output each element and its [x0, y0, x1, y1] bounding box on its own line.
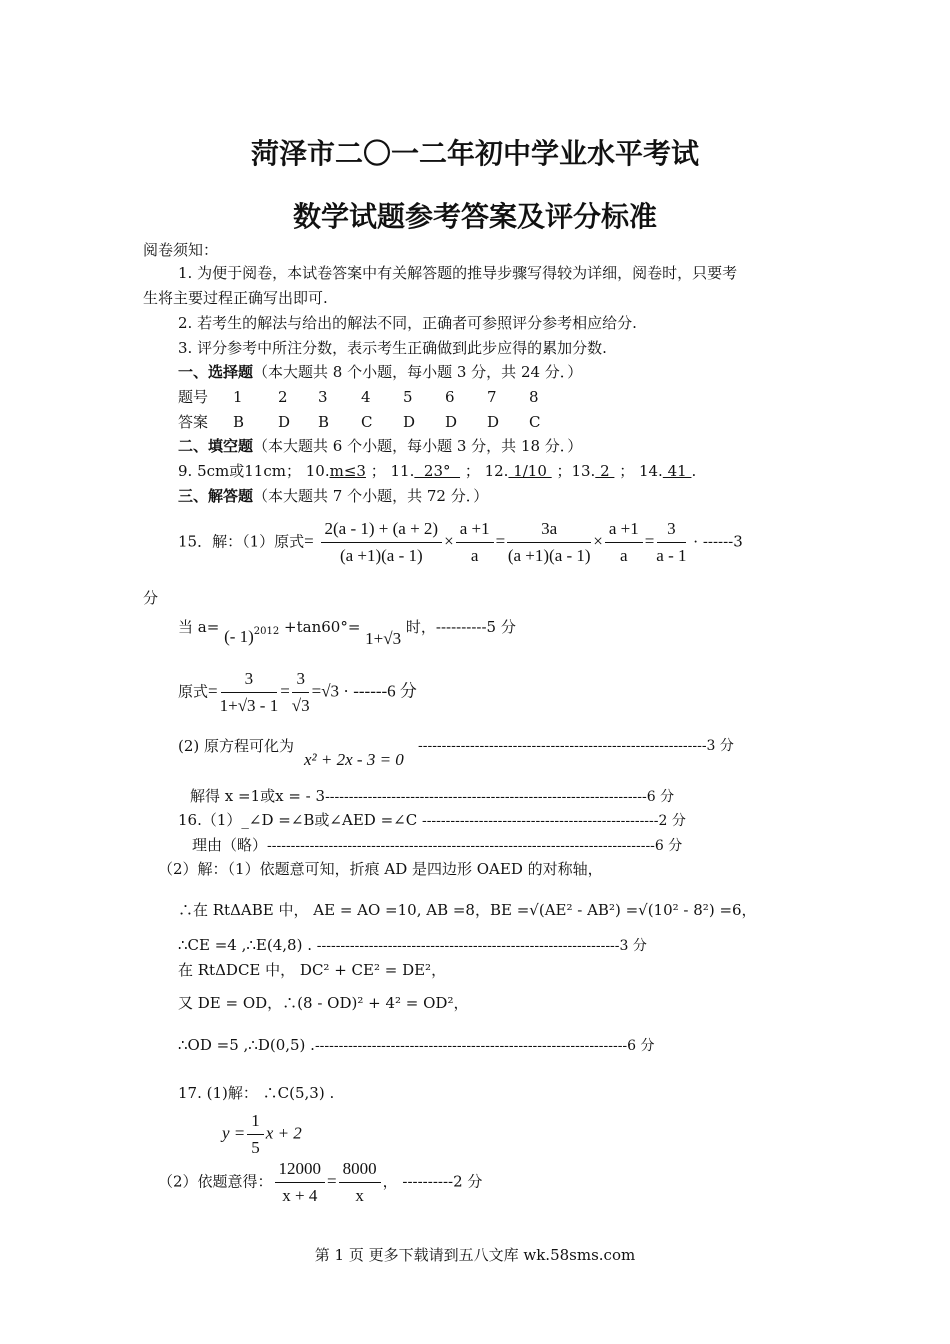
denominator: a - 1 [656, 546, 687, 565]
eq: = [495, 531, 506, 551]
when-text: 当 a= [178, 618, 220, 636]
y-eq: y = [222, 1123, 246, 1143]
q10: 10. [305, 462, 330, 480]
answer-cell: D [403, 413, 416, 431]
section-3-desc: （本大题共 7 个小题，共 72 分．） [253, 487, 489, 505]
fraction [605, 518, 643, 567]
note-1-cont: 生将主要过程正确写出即可. [143, 289, 328, 307]
q14: ； 14. [619, 462, 663, 480]
q13: ；13. [556, 462, 596, 480]
denominator: 5 [251, 1138, 260, 1157]
section-2-desc: （本大题共 6 个小题，每小题 3 分，共 18 分．） [253, 437, 583, 455]
section-3-title: 三、解答题 [178, 487, 254, 505]
q17-line3 [158, 1158, 482, 1207]
answer-cell: B [233, 413, 245, 431]
score: -------------------------------------------------------------3 分 [418, 738, 734, 754]
question-number-cell: 5 [403, 388, 413, 406]
score: · ------3 [693, 532, 743, 551]
score: ------------------------------------------------------------------6 分 [314, 1038, 655, 1054]
q16-line1 [178, 810, 686, 831]
eq: = [304, 531, 314, 551]
section-1-heading [178, 362, 582, 382]
title-main: 菏泽市二〇一二年初中学业水平考试 [250, 137, 699, 170]
fraction [507, 518, 591, 567]
note-1: 1. 为便于阅卷，本试卷答案中有关解答题的推导步骤写得较为详细，阅卷时，只要考 [178, 264, 738, 282]
q15-result [178, 668, 417, 717]
section-3-heading [178, 486, 488, 506]
q11: ； 11. [370, 462, 415, 480]
numerator: a +1 [456, 518, 494, 543]
numerator: a +1 [605, 518, 643, 543]
score: ， ----------2 分 [382, 1172, 483, 1191]
q15-label: 15．解：（1）原式 [178, 532, 305, 551]
numerator: 1 [247, 1110, 264, 1135]
question-number-cell: 7 [487, 388, 497, 406]
answer-cell: D [487, 413, 500, 431]
question-number-cell: 1 [233, 388, 243, 406]
fraction [247, 1110, 264, 1159]
tan-text: +tan60°= [284, 618, 361, 636]
section-1-desc: （本大题共 8 个小题，每小题 3 分，共 24 分．） [253, 363, 583, 381]
note-2: 2. 若考生的解法与给出的解法不同，正确者可参照评分参考相应给分. [178, 314, 637, 332]
q16-line8 [178, 1035, 655, 1056]
ce: ∴CE =4 ,∴E(4,8) . [178, 936, 312, 954]
denominator: x [355, 1186, 364, 1205]
score-wrap: 分 [143, 589, 159, 607]
fraction [339, 1158, 381, 1207]
q16-line6: 在 RtΔDCE 中， DC² + CE² = DE²， [178, 961, 447, 979]
numerator: 3 [292, 668, 309, 693]
reason: 理由（略） [192, 836, 268, 854]
answer-cell: C [529, 413, 541, 431]
rest: x + 2 [265, 1123, 302, 1143]
a14: 41 [662, 462, 692, 480]
part2-label: （2）依题意得： [158, 1172, 273, 1191]
times: × [593, 531, 603, 551]
eq: = [208, 681, 218, 701]
numerator: 2(a - 1) + (a + 2) [321, 518, 443, 543]
fraction [656, 518, 686, 567]
score: ----------------------------------------------------------------------------------6 分 [267, 838, 683, 854]
numerator: 12000 [275, 1158, 326, 1183]
fraction [292, 668, 310, 717]
denominator: (a +1)(a - 1) [339, 546, 423, 565]
denominator: √3 [291, 696, 310, 715]
score: ----------------------------------------------------------------3 分 [316, 938, 647, 954]
q15-part1 [178, 518, 743, 567]
fraction [456, 518, 494, 567]
numerator: 8000 [339, 1158, 381, 1183]
answer-table-answer-label: 答案 [178, 413, 209, 431]
q17-line1: 17. (1)解： ∴C(5,3) . [178, 1084, 335, 1102]
answer-cell: D [445, 413, 458, 431]
numerator: 3 [657, 518, 686, 543]
q12: ； 12. [464, 462, 509, 480]
fraction [275, 1158, 326, 1207]
denominator: a [619, 546, 628, 565]
power-base: (- 1) [224, 627, 254, 646]
q16-1: 16.（1）_∠D =∠B或∠AED =∠C [178, 811, 418, 829]
a10: m≤3 [329, 462, 366, 480]
od: ∴OD =5 ,∴D(0,5) . [178, 1036, 315, 1054]
fraction [220, 668, 279, 717]
question-number-cell: 6 [445, 388, 455, 406]
q16-line3: （2）解：（1）依题意可知，折痕 AD 是四边形 OAED 的对称轴， [158, 860, 603, 878]
question-number-cell: 8 [529, 388, 539, 406]
score: --------------------------------------------------------------------6 分 [325, 789, 675, 805]
numerator: 3a [507, 518, 591, 543]
numerator: 3 [221, 668, 278, 693]
fill-end: . [691, 462, 697, 480]
fill-answers [178, 461, 696, 481]
q15-part2 [178, 736, 294, 756]
result: =√3 · ------6 分 [311, 681, 417, 701]
a13: 2 [595, 462, 615, 480]
p2-text: (2) 原方程可化为 [178, 737, 295, 755]
q16-line7: 又 DE = OD，∴(8 - OD)² + 4² = OD²， [178, 994, 469, 1012]
question-number-cell: 2 [278, 388, 288, 406]
a11: 23° [414, 462, 461, 480]
value: 1+√3 [365, 629, 402, 648]
denominator: 1+√3 - 1 [219, 696, 279, 715]
answer-cell: C [361, 413, 373, 431]
section-2-title: 二、填空题 [178, 437, 254, 455]
section-1-title: 一、选择题 [178, 363, 254, 381]
section-2-heading [178, 436, 582, 456]
eq: = [327, 1171, 337, 1191]
eq: = [280, 681, 290, 701]
fraction [321, 518, 443, 567]
q16-line5 [178, 935, 647, 956]
question-number-cell: 3 [318, 388, 328, 406]
q16-line4: ∴在 RtΔABE 中， AE = AO =10, AB =8，BE =√(AE² - AB²) =√(10² - 8²) =6， [178, 901, 757, 919]
solution: 解得 x =1或x = - 3 [190, 787, 326, 805]
q15-solution [190, 786, 674, 807]
times: × [444, 531, 454, 551]
note-3: 3. 评分参考中所注分数，表示考生正确做到此步应得的累加分数. [178, 339, 607, 357]
eq: = [644, 531, 655, 551]
notice-heading: 阅卷须知： [143, 241, 219, 259]
q9: 9. 5cm或11cm； [178, 462, 301, 480]
q16-line2 [192, 835, 682, 856]
a12: 1/10 [508, 462, 552, 480]
q17-line2 [222, 1110, 302, 1159]
answer-cell: B [318, 413, 330, 431]
yuan-label: 原式 [178, 682, 209, 701]
q15-substitute [178, 614, 516, 648]
equation: x² + 2x - 3 = 0 [304, 750, 404, 769]
exponent: 2012 [253, 626, 280, 637]
denominator: (a +1)(a - 1) [507, 546, 591, 565]
score: --------------------------------------------------2 分 [421, 813, 686, 829]
page-footer: 第 1 页 更多下载请到五八文库 wk.58sms.com [314, 1246, 636, 1264]
when-score: 时，----------5 分 [405, 618, 516, 636]
answer-table-header-label: 题号 [178, 388, 209, 406]
title-sub: 数学试题参考答案及评分标准 [292, 200, 657, 233]
denominator: x + 4 [282, 1186, 318, 1205]
denominator: a [470, 546, 479, 565]
question-number-cell: 4 [361, 388, 371, 406]
answer-cell: D [278, 413, 291, 431]
